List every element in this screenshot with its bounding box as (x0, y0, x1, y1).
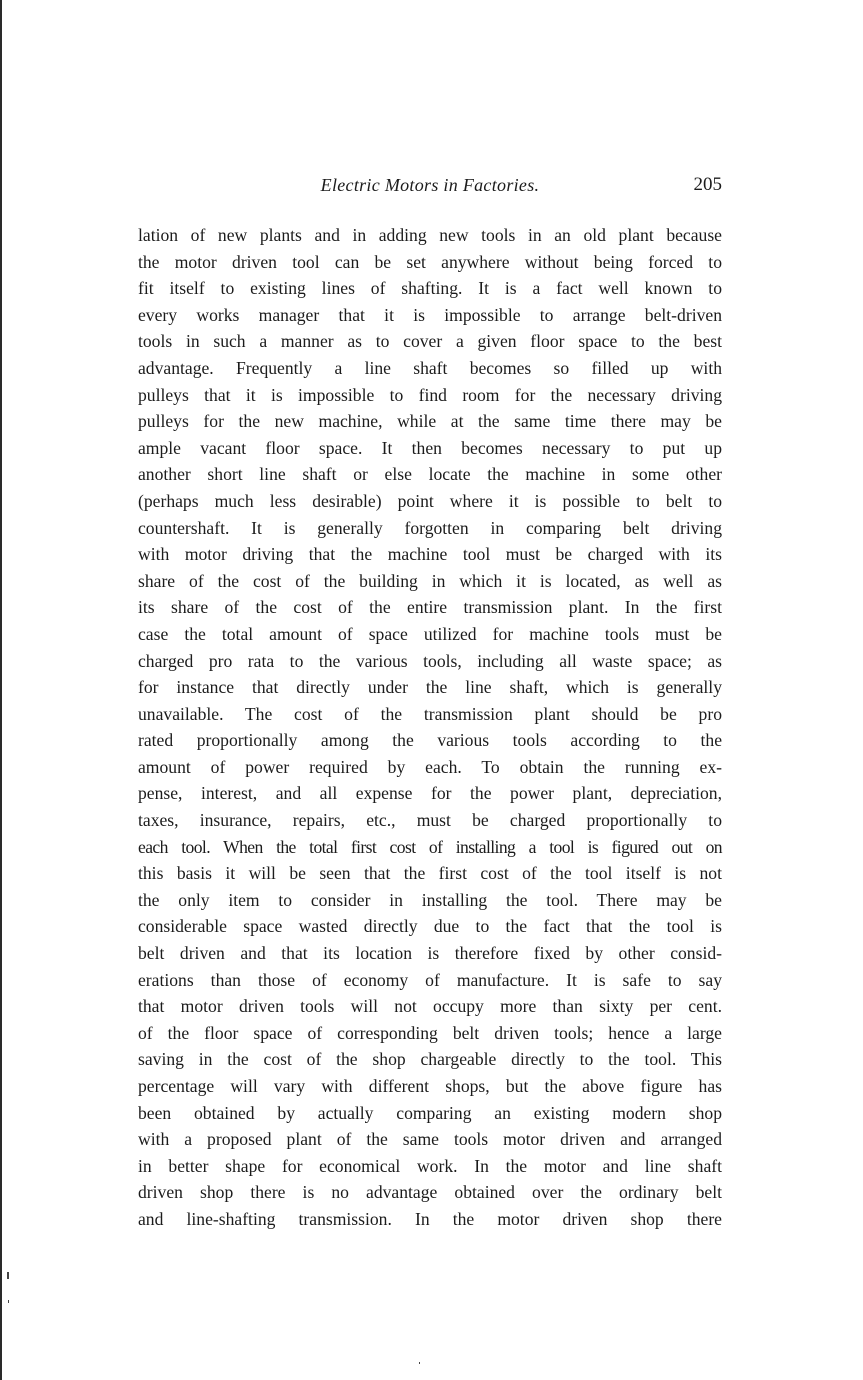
scan-speck (7, 1272, 9, 1279)
text-line: with a proposed plant of the same tools motor driven and arranged (138, 1129, 722, 1150)
text-line: the only item to consider in installing the tool. There may be (138, 889, 722, 910)
text-line: that motor driven tools will not occupy more than sixty per cent. (138, 996, 722, 1017)
scan-speck (419, 1362, 420, 1364)
text-line: case the total amount of space utilized for machine tools must be (138, 623, 722, 644)
text-line: share of the cost of the building in which it is located, as well as (138, 570, 722, 591)
text-line: been obtained by actually comparing an existing modern shop (138, 1102, 722, 1123)
text-line: taxes, insurance, repairs, etc., must be charged proportionally to (138, 810, 722, 831)
text-line: fit itself to existing lines of shafting. It is a fact well known to (138, 278, 722, 299)
text-line: another short line shaft or else locate the machine in some other (138, 464, 722, 485)
text-line: advantage. Frequently a line shaft becomes so filled up with (138, 357, 722, 378)
text-line: unavailable. The cost of the transmission plant should be pro (138, 703, 722, 724)
text-line: of the floor space of corresponding belt driven tools; hence a large (138, 1022, 722, 1043)
running-title: Electric Motors in Factories. (320, 175, 540, 195)
text-line: each tool. When the total first cost of installing a tool is figured out on (138, 836, 722, 857)
text-line: countershaft. It is generally forgotten in comparing belt driving (138, 517, 722, 538)
text-line: pense, interest, and all expense for the power plant, depreciation, (138, 783, 722, 804)
text-line: the motor driven tool can be set anywhere without being forced to (138, 251, 722, 272)
text-line: its share of the cost of the entire transmission plant. In the first (138, 597, 722, 618)
text-line: every works manager that it is impossible to arrange belt-driven (138, 304, 722, 325)
text-line: ample vacant floor space. It then becomes necessary to put up (138, 437, 722, 458)
text-line: amount of power required by each. To obtain the running ex- (138, 756, 722, 777)
text-line: rated proportionally among the various tools according to the (138, 730, 722, 751)
text-line: pulleys for the new machine, while at the same time there may be (138, 411, 722, 432)
text-line: (perhaps much less desirable) point where it is possible to belt to (138, 490, 722, 511)
page-number: 205 (693, 174, 722, 195)
text-line: driven shop there is no advantage obtained over the ordinary belt (138, 1182, 722, 1203)
text-line: erations than those of economy of manufacture. It is safe to say (138, 969, 722, 990)
text-line: charged pro rata to the various tools, including all waste space; as (138, 650, 722, 671)
text-line: saving in the cost of the shop chargeable directly to the tool. This (138, 1049, 722, 1070)
page-edge (0, 0, 2, 1380)
text-line: in better shape for economical work. In the motor and line shaft (138, 1155, 722, 1176)
text-line: belt driven and that its location is therefore fixed by other consid- (138, 943, 722, 964)
text-line: and line-shafting transmission. In the motor driven shop there (138, 1208, 722, 1229)
text-line: percentage will vary with different shops, but the above figure has (138, 1076, 722, 1096)
text-line: lation of new plants and in adding new tools in an old plant because (138, 225, 722, 245)
scan-speck (8, 1300, 9, 1303)
text-line: for instance that directly under the line shaft, which is generally (138, 677, 722, 698)
text-line: with motor driving that the machine tool must be charged with its (138, 544, 722, 565)
text-line: this basis it will be seen that the first cost of the tool itself is not (138, 863, 722, 884)
text-line: considerable space wasted directly due to the fact that the tool is (138, 916, 722, 937)
text-line: pulleys that it is impossible to find room for the necessary driving (138, 384, 722, 405)
text-line: tools in such a manner as to cover a given floor space to the best (138, 331, 722, 352)
body-text (138, 222, 722, 1233)
running-head (138, 172, 722, 198)
